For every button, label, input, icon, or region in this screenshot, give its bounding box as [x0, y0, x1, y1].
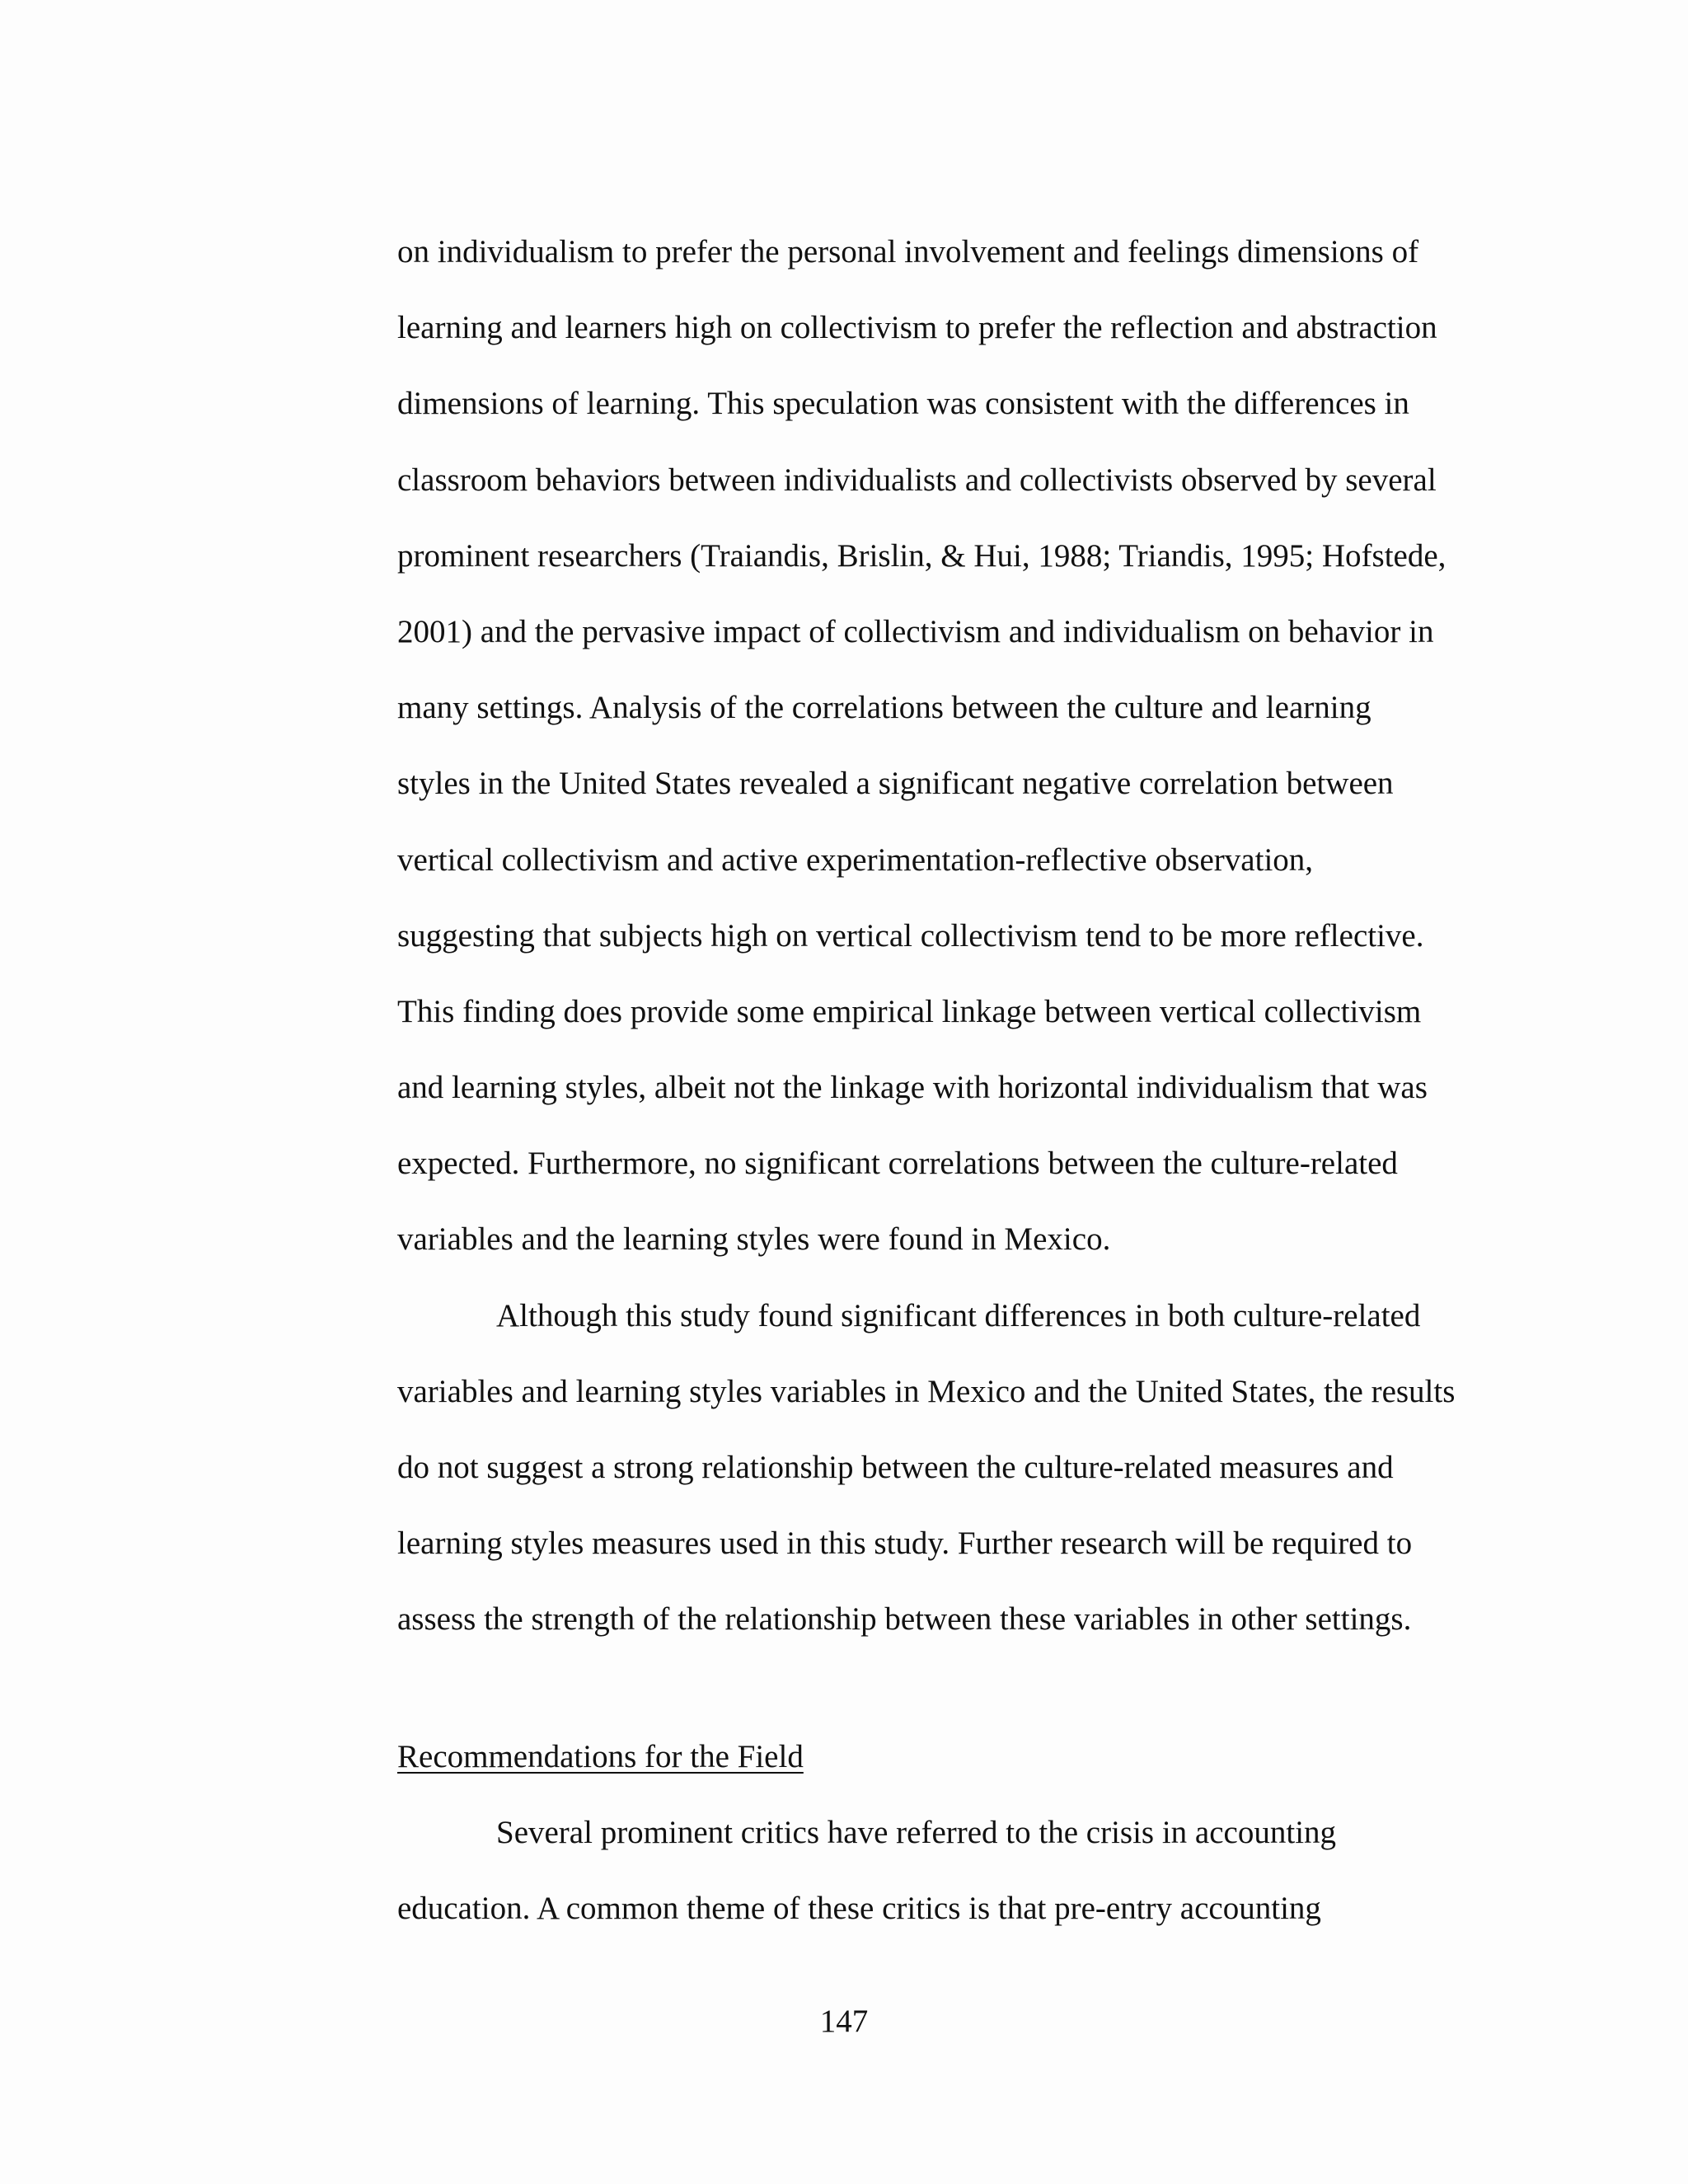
- paragraph-line: suggesting that subjects high on vertical collectivism tend to be more reflective.: [397, 917, 1424, 954]
- paragraph-line: vertical collectivism and active experimentation-reflective observation,: [397, 841, 1314, 878]
- paragraph-line: expected. Furthermore, no significant correlations between the culture-related: [397, 1146, 1398, 1182]
- paragraph-line: learning and learners high on collectivism to prefer the reflection and abstraction: [397, 310, 1437, 346]
- paragraph-line: many settings. Analysis of the correlations between the culture and learning: [397, 690, 1372, 726]
- body-text: [397, 214, 1518, 1658]
- paragraph-line: 2001) and the pervasive impact of collectivism and individualism on behavior in: [397, 613, 1434, 649]
- page-number: 147: [819, 2004, 869, 2039]
- paragraph-line: do not suggest a strong relationship between the culture-related measures and: [397, 1450, 1394, 1485]
- paragraph-line: dimensions of learning. This speculation was consistent with the differences in: [397, 386, 1409, 422]
- paragraph-line: This finding does provide some empirical linkage between vertical collectivism: [397, 993, 1422, 1029]
- paragraph-line: assess the strength of the relationship between these variables in other settings.: [397, 1601, 1412, 1638]
- paragraph-line: classroom behaviors between individualists and collectivists observed by several: [397, 462, 1437, 498]
- paragraph-line: variables and the learning styles were found in Mexico.: [397, 1221, 1111, 1258]
- section-text: [397, 1795, 1518, 1947]
- section-heading: Recommendations for the Field: [397, 1739, 804, 1774]
- paragraph-line: prominent researchers (Traiandis, Brislin, & Hui, 1988; Triandis, 1995; Hofstede,: [397, 537, 1447, 574]
- paragraph-line: variables and learning styles variables in Mexico and the United States, the results: [397, 1373, 1456, 1409]
- paragraph-line: styles in the United States revealed a significant negative correlation between: [397, 766, 1394, 802]
- paragraph-line: education. A common theme of these critics is that pre-entry accounting: [397, 1891, 1321, 1927]
- paragraph-line: and learning styles, albeit not the linkage with horizontal individualism that was: [397, 1070, 1428, 1106]
- paragraph-line: learning styles measures used in this study. Further research will be required to: [397, 1526, 1413, 1562]
- paragraph-line: Several prominent critics have referred to the crisis in accounting: [496, 1815, 1337, 1850]
- paragraph-line: Although this study found significant differences in both culture-related: [496, 1297, 1421, 1333]
- paragraph-line: on individualism to prefer the personal involvement and feelings dimensions of: [397, 234, 1419, 269]
